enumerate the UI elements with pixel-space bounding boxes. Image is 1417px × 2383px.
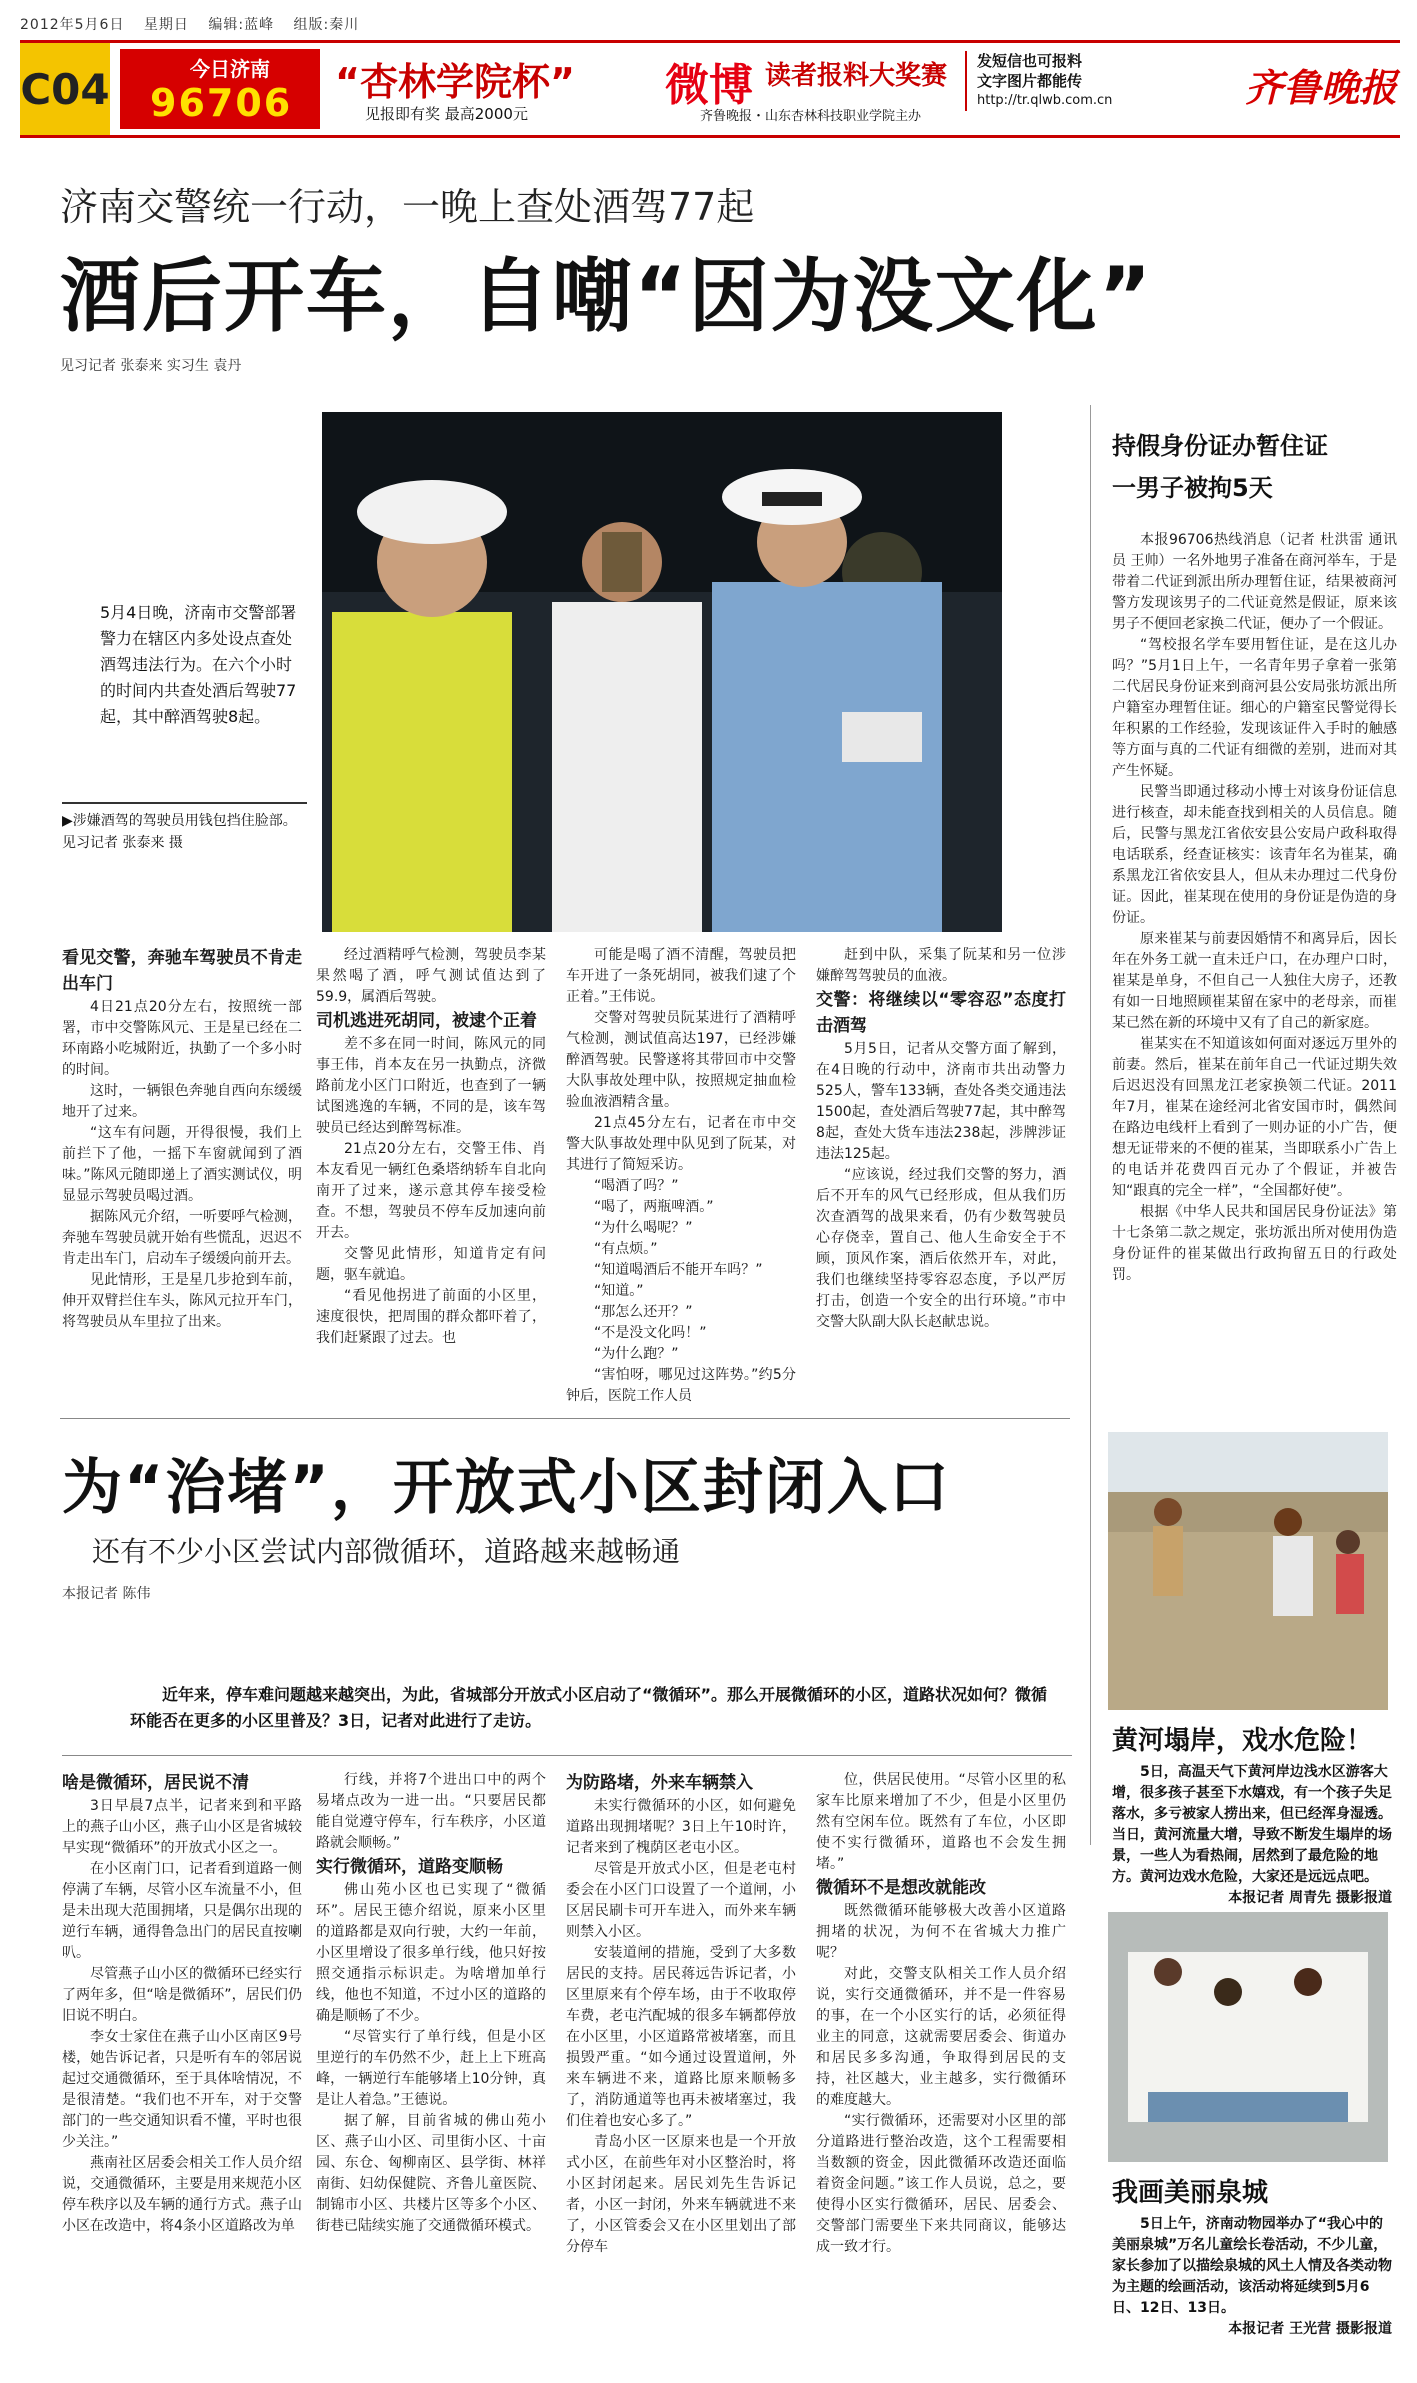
hotline-number: 96706 [150,81,293,125]
river-bank-photo [1108,1432,1388,1710]
cup-title: “杏林学院杯” [335,60,575,104]
subheading: 为防路堵，外来车辆禁入 [566,1773,753,1793]
photo-caption: 5月4日晚，济南市交警部署警力在辖区内多处设点查处酒驾违法行为。在六个小时的时间内共查处酒后驾驶77起，其中醉酒驾驶8起。 [100,603,297,726]
column-divider [1090,405,1091,1845]
sidebar2-text: 5日，高温天气下黄河岸边浅水区游客大增，很多孩子甚至下水嬉戏，有一个孩子失足落水，多亏被家人捞出来，但已经浑身湿透。当日，黄河流量大增，导致不断发生塌岸的场景，一些人为看热闹，居然到了最危险的地方。黄河边戏水危险，大家还是远远点吧。 [1112,1764,1392,1885]
children-drawing-photo [1108,1912,1388,2162]
paragraph: 未实行微循环的小区，如何避免道路出现拥堵呢？3日上午10时许，记者来到了槐荫区老屯小区。 [566,1798,796,1856]
paragraph: “那怎么还开？” [594,1304,693,1320]
paragraph: “这车有问题，开得很慢，我们上前拦下了他，一摇下车窗就闻到了酒味。”陈风元随即递上了酒实测试仪，明显显示驾驶员喝过酒。 [62,1125,302,1204]
police-photo [322,412,1002,932]
weibo-label: 微博 [665,60,753,111]
paragraph: “尽管实行了单行线，但是小区里逆行的车仍然不少，赶上上下班高峰，一辆逆行车能够堵上10分钟，真是让人着急。”王德说。 [316,2029,546,2108]
article1-column-1 [62,945,302,1333]
paragraph: 在小区南门口，记者看到道路一侧停满了车辆，尽管小区车流量不小，但是未出现大范围拥堵，只是偶尔出现的逆行车辆，通得鲁急出门的居民直按喇叭。 [62,1861,302,1961]
section-divider [60,1418,1070,1419]
hotline-box [120,49,320,129]
article1-column-2 [316,945,546,1349]
paragraph: 根据《中华人民共和国居民身份证法》第十七条第二款之规定，张坊派出所对使用伪造身份证件的崔某做出行政拘留五日的行政处罚。 [1112,1204,1397,1283]
paragraph: 4日21点20分左右，按照统一部署，市中交警陈风元、王是星已经在二环南路小吃城附近，执勤了一个多小时的时间。 [62,999,302,1078]
paragraph: 交警见此情形，知道肯定有问题，驱车就追。 [316,1246,546,1283]
paragraph: 交警对驾驶员阮某进行了酒精呼气检测，测试值高达197，已经涉嫌醉酒驾驶。民警遂将其带回市中交警大队事故处理中队，按照规定抽血检验血液酒精含量。 [566,1010,796,1110]
contest-title: 读者报料大奖赛 [765,61,948,91]
paragraph: “为什么喝呢？” [594,1220,693,1236]
paragraph: “驾校报名学车要用暂住证，是在这儿办吗？”5月1日上午，一名青年男子拿着一张第二代居民身份证来到商河县公安局张坊派出所户籍室办理暂住证。细心的户籍室民警觉得长年积累的工作经验，发现该证件入手时的触感等方面与真的二代证有细微的差别，进而对其产生怀疑。 [1112,637,1397,779]
paragraph: “为什么跑？” [594,1346,679,1362]
article2-column-1 [62,1770,302,2237]
paragraph: 据陈风元介绍，一听要呼气检测，奔驰车驾驶员就开始有些慌乱，迟迟不肯走出车门，启动车子缓缓向前开去。 [62,1209,302,1267]
paragraph: 燕南社区居委会相关工作人员介绍说，交通微循环，主要是用来规范小区停车秩序以及车辆的通行方式。燕子山小区在改造中，将4条小区道路改为单 [62,2155,302,2234]
page-header [20,40,1400,138]
paragraph: 佛山苑小区也已实现了“微循环”。居民王德介绍说，原来小区里的道路都是双向行驶，大约一年前，小区里增设了很多单行线，他只好按照交通指示标识走。为啥增加单行线，他也不知道，不过小区的道路的确是顺畅了不少。 [316,1882,546,2024]
paragraph: 赶到中队，采集了阮某和另一位涉嫌醉驾驾驶员的血液。 [816,947,1066,984]
paragraph: 见此情形，王是星几步抢到车前，伸开双臂拦住车头，陈风元拉开车门，将驾驶员从车里拉了出来。 [62,1272,302,1330]
paragraph: 这时，一辆银色奔驰自西向东缓缓地开了过来。 [62,1083,302,1120]
paragraph: 行线，并将7个进出口中的两个易堵点改为一进一出。“只要居民都能自觉遵守停车，行车秩序，小区道路就会顺畅。” [316,1772,546,1851]
article2-column-2 [316,1770,546,2237]
river-bank-illustration [1108,1432,1388,1710]
paragraph: 21点45分左右，记者在市中交警大队事故处理中队见到了阮某，对其进行了简短采访。 [566,1115,796,1173]
paragraph: 5月5日，记者从交警方面了解到，在4日晚的行动中，济南市共出动警力525人，警车133辆，查处各类交通违法1500起，查处酒后驾驶77起，其中醉驾8起，查处大货车违法238起，涉牌涉证违法125起。 [816,1041,1066,1162]
article-kicker: 济南交警统一行动，一晚上查处酒驾77起 [60,185,755,229]
paragraph: 本报96706热线消息（记者 杜洪雷 通讯员 王帅）一名外地男子准备在商河举车，于是带着二代证到派出所办理暂住证，结果被商河警方发现该男子的二代证竟然是假证，原来该男子不便回老家换二代证，便办了一个假证。 [1112,532,1397,632]
paragraph: 据了解，目前省城的佛山苑小区、燕子山小区、司里街小区、十亩园、东仓、匈柳南区、县学街、林祥南街、妇幼保健院、齐鲁儿童医院、制锦市小区、共楼片区等多个小区、街巷已陆续实施了交通微循环模式。 [316,2113,546,2234]
sidebar3-credit: 本报记者 王光营 摄影报道 [1228,2321,1392,2337]
paragraph: “应该说，经过我们交警的努力，酒后不开车的风气已经形成，但从我们历次查酒驾的战果来看，仍有少数驾驶员心存侥幸，置自己、他人生命安全于不顾，顶风作案，酒后依然开车，对此，我们也继续坚持零容忍态度，予以严厉打击，创造一个安全的出行环境。”市中交警大队副大队长赵献忠说。 [816,1167,1066,1330]
article-byline: 见习记者 张泰来 实习生 袁丹 [60,358,242,374]
subheading: 司机逃进死胡同，被逮个正着 [316,1011,537,1031]
paragraph: 尽管燕子山小区的微循环已经实行了两年多，但“啥是微循环”，居民们仍旧说不明白。 [62,1966,302,2024]
paragraph: 民警当即通过移动小博士对该身份证信息进行核查，却未能查找到相关的人员信息。随后，民警与黑龙江省依安县公安局户政科取得电话联系，经查证核实：该青年名为崔某，确系黑龙江省依安县人，但从未办理过二代身份证。因此，崔某现在使用的身份证是伪造的身份证。 [1112,784,1397,926]
article2-headline: 为“治堵”，开放式小区封闭入口 [62,1453,951,1523]
paragraph: 21点20分左右，交警王伟、肖本友看见一辆红色桑塔纳轿车自北向南开了过来，遂示意其停车接受检查。不想，驾驶员不停车反加速向前开去。 [316,1141,546,1241]
issue-weekday: 星期日 [143,17,189,33]
section-divider [62,1755,1072,1756]
subheading: 微循环不是想改就能改 [816,1878,986,1898]
article2-kicker: 还有不少小区尝试内部微循环，道路越来越畅通 [92,1535,681,1568]
paragraph: “有点烦。” [594,1241,658,1257]
paragraph: 对此，交警支队相关工作人员介绍说，实行交通微循环，并不是一件容易的事，在一个小区实行的话，必须征得业主的同意，这就需要居委会、街道办和居民多多沟通，争取得到居民的支持，社区越大，业主越多，实行微循环的难度越大。 [816,1966,1066,2108]
article-headline: 酒后开车，自嘲“因为没文化” [60,250,1154,343]
contest-sponsor: 齐鲁晚报・山东杏林科技职业学院主办 [700,109,922,124]
sidebar3-text: 5日上午，济南动物园举办了“我心中的美丽泉城”万名儿童绘长卷活动，不少儿童，家长参加了以描绘泉城的风土人情及各类动物为主题的绘画活动，该活动将延续到5月6日、12日、13日。 [1112,2216,1392,2316]
paragraph: 崔某实在不知道该如何面对逐远万里外的前妻。然后，崔某在前年自己一代证过期失效后迟迟没有回黑龙江老家换领二代证。2011年7月，崔某在途经河北省安国市时，偶然间在路边电线杆上看到了一则办证的小广告，便想无证带来的不便的崔某，当即联系小广告上的电话并花费四百元办了个假证，并被告知“跟真的完全一样”，“全国都好使”。 [1112,1036,1397,1199]
article2-byline: 本报记者 陈伟 [62,1586,151,1602]
subheading: 看见交警，奔驰车驾驶员不肯走出车门 [62,948,302,994]
sidebar3-body [1112,2214,1392,2340]
issue-date: 2012年5月6日 [20,17,125,33]
article1-column-4 [816,945,1066,1333]
paragraph: 原来崔某与前妻因婚情不和离异后，因长年在外务工就一直未迁户口，在办理户口时，崔某是单身，不但自己一人独住大房子，还教有如一日地照顾崔某留在家中的老母亲，而崔某已然在新的环境中又有了自己的新家庭。 [1112,931,1397,1031]
sidebar1-title-line-1: 持假身份证办暂住证 [1112,432,1328,460]
page-meta [20,14,373,34]
paragraph: “害怕呀，哪见过这阵势。”约5分钟后，医院工作人员 [566,1367,796,1404]
article1-column-3 [566,945,796,1407]
paragraph: 可能是喝了酒不清醒，驾驶员把车开进了一条死胡同，被我们逮了个正着。”王伟说。 [566,947,796,1005]
subheading: 交警：将继续以“零容忍”态度打击酒驾 [816,990,1066,1036]
sidebar2-credit: 本报记者 周青先 摄影报道 [1228,1890,1392,1906]
editor-credit: 编辑:蓝峰 [208,17,275,33]
paragraph: 尽管是开放式小区，但是老屯村委会在小区门口设置了一个道闸，小区居民刷卡可开车进入，而外来车辆则禁入小区。 [566,1861,796,1940]
sidebar1-body [1112,530,1397,1286]
subheading: 实行微循环，道路变顺畅 [316,1857,503,1877]
article2-lead: 近年来，停车难问题越来越突出，为此，省城部分开放式小区启动了“微循环”。那么开展微循环的小区，道路状况如何？微循环能否在更多的小区里普及？3日，记者对此进行了走访。 [130,1685,1048,1730]
article2-column-4 [816,1770,1066,2258]
paragraph: “知道喝酒后不能开车吗？” [594,1262,763,1278]
paragraph: 青岛小区一区原来也是一个开放式小区，在前些年对小区整治时，将小区封闭起来。居民刘先生告诉记者，小区一封闭，外来车辆就进不来了，小区管委会又在小区里划出了部分停车 [566,2134,796,2255]
sms-url[interactable]: http://tr.qlwb.com.cn [977,93,1113,108]
photo-credit: ▶涉嫌酒驾的驾驶员用钱包挡住脸部。 见习记者 张泰来 摄 [62,802,307,854]
paragraph: “不是没文化吗！” [594,1325,707,1341]
paragraph: “实行微循环，还需要对小区里的部分道路进行整治改造，这个工程需要相当数额的资金，因此微循环改造还面临着资金问题。”该工作人员说，总之，要使得小区实行微循环，居民、居委会、交警部门需要坐下来共同商议，能够达成一致才行。 [816,2113,1066,2255]
subheading: 啥是微循环，居民说不清 [62,1773,249,1793]
sidebar2-body [1112,1762,1392,1909]
paragraph: 3日早晨7点半，记者来到和平路上的燕子山小区，燕子山小区是省城较早实现“微循环”的开放式小区之一。 [62,1798,302,1856]
police-photo-illustration [322,412,1002,932]
article2-column-3 [566,1770,796,2258]
sms-box [965,51,1187,111]
paragraph: 位，供居民使用。“尽管小区里的私家车比原来增加了不少，但是小区里仍然有空闲车位。既然有了车位，小区即使不实行微循环，道路也不会发生拥堵。” [816,1772,1066,1872]
paragraph: 安装道闸的措施，受到了大多数居民的支持。居民蒋远告诉记者，小区里原来有个停车场，由于不收取停车费，老屯汽配城的很多车辆都停放在小区里，小区道路常被堵塞，而且损毁严重。“如今通过设置道闸，外来车辆进不来，道路比原来顺畅多了，消防通道等也再未被堵塞过，我们住着也安心多了。” [566,1945,796,2129]
paragraph: “知道。” [594,1283,644,1299]
paragraph: 李女士家住在燕子山小区南区9号楼，她告诉记者，只是听有车的邻居说起过交通微循环，至于具体啥情况，不是很清楚。“我们也不开车，对于交警部门的一些交通知识看不懂，平时也很少关注。” [62,2029,302,2150]
layout-credit: 组版:秦川 [293,17,360,33]
paragraph: 经过酒精呼气检测，驾驶员李某果然喝了酒，呼气测试值达到了59.9，属酒后驾驶。 [316,947,546,1005]
paragraph: 既然微循环能够极大改善小区道路拥堵的状况，为何不在省城大力推广呢？ [816,1903,1066,1961]
paragraph: “喝酒了吗？” [594,1178,679,1194]
sidebar1-title [1112,425,1402,509]
page-number: C04 [20,43,110,135]
cup-subtitle: 见报即有奖 最高2000元 [365,105,528,123]
today-label: 今日济南 [190,57,270,81]
paragraph: 差不多在同一时间，陈风元的同事王伟，肖本友在另一执勤点，济微路前龙小区门口附近，也查到了一辆试图逃逸的车辆，不同的是，该车驾驶员已经达到醉驾标准。 [316,1036,546,1136]
sms-line-2: 文字图片都能传 [977,72,1083,90]
sidebar3-title: 我画美丽泉城 [1112,2178,1269,2208]
sidebar2-title: 黄河塌岸，戏水危险！ [1112,1726,1373,1756]
newspaper-logo: 齐鲁晚报 [1245,65,1398,110]
sms-line-1: 发短信也可报料 [977,52,1083,70]
paragraph: “看见他拐进了前面的小区里，速度很快，把周围的群众都吓着了，我们赶紧跟了过去。也 [316,1288,546,1346]
children-drawing-illustration [1108,1912,1388,2162]
sidebar1-title-line-2: 一男子被拘5天 [1112,474,1273,502]
paragraph: “喝了，两瓶啤酒。” [594,1199,714,1215]
